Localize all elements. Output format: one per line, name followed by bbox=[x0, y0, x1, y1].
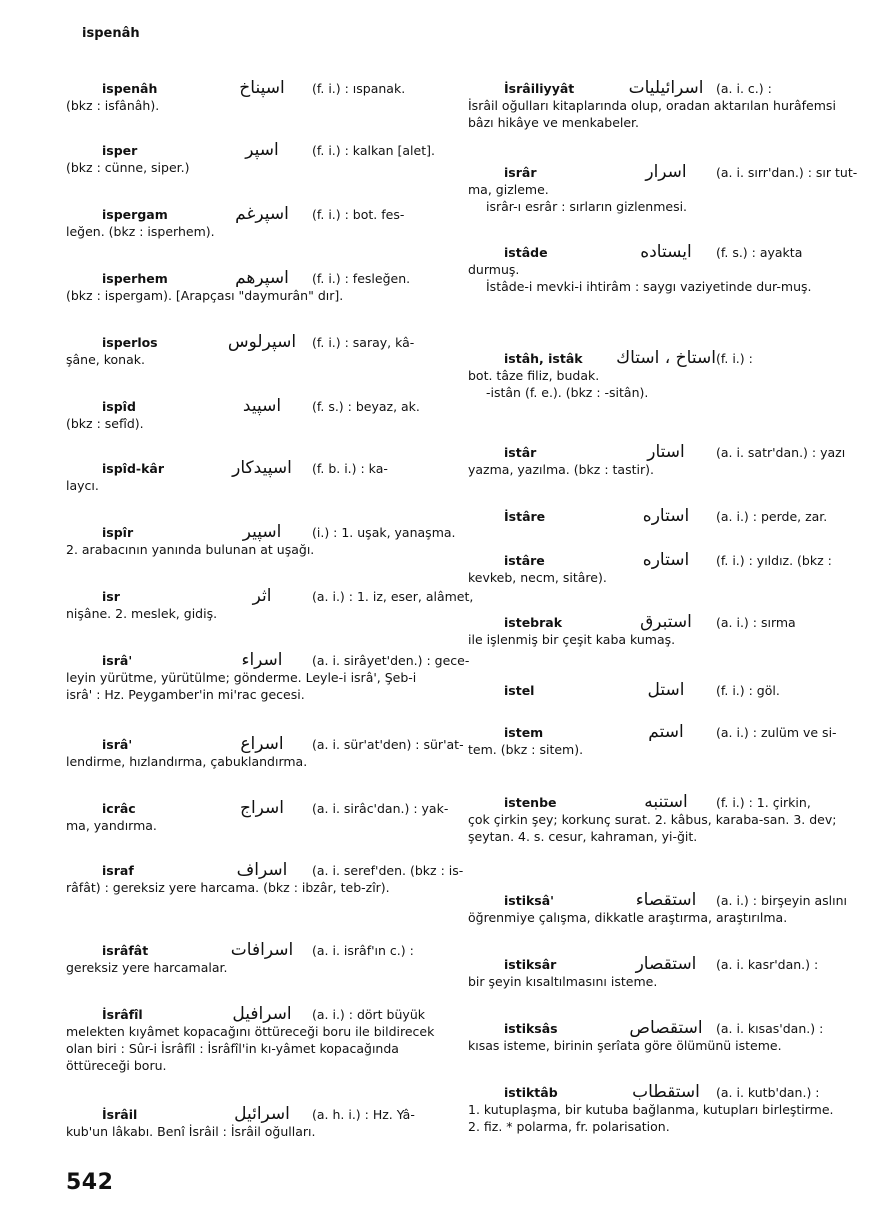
definition-continuation: şâne, konak. bbox=[66, 352, 145, 367]
definition-start: (a. i. kasr'dan.) : bbox=[716, 957, 819, 972]
definition-continuation: öğrenmiye çalışma, dikkatle araştırma, araştırılma. bbox=[468, 910, 788, 925]
definition-start: (a. i.) : 1. iz, eser, alâmet, bbox=[312, 589, 474, 604]
entry-headline bbox=[66, 270, 442, 287]
headword: istiktâb bbox=[504, 1085, 558, 1100]
arabic-script: استاره bbox=[642, 506, 690, 526]
definition-continuation: (bkz : ispergam). [Arapçası "daymurân" dır]. bbox=[66, 288, 344, 303]
definition-start: (f. i.) : göl. bbox=[716, 683, 780, 698]
definition-continuation: kısas isteme, birinin şerîata göre ölümünü isteme. bbox=[468, 1038, 782, 1053]
entry-headline bbox=[66, 734, 464, 754]
entry-headline bbox=[468, 552, 844, 569]
arabic-script: استبرق bbox=[640, 612, 692, 632]
arabic-script: اسپيدكار bbox=[232, 458, 292, 478]
definition-continuation: ma, yandırma. bbox=[66, 818, 157, 833]
headword: istebrak bbox=[504, 615, 563, 630]
headword: isperhem bbox=[102, 271, 168, 286]
dictionary-entry bbox=[468, 890, 847, 926]
dictionary-entry bbox=[66, 586, 474, 622]
definition-continuation: kevkeb, necm, sitâre). bbox=[468, 570, 607, 585]
dictionary-entry bbox=[468, 724, 844, 758]
definition-continuation: bir şeyin kısaltılmasını isteme. bbox=[468, 974, 658, 989]
arabic-script: استقصاء bbox=[635, 890, 697, 910]
sub-entry: isrâr-ı esrâr : sırların gizlenmesi. bbox=[486, 199, 688, 214]
dictionary-entry bbox=[66, 1106, 442, 1140]
arabic-script: استاخ ، استاك bbox=[616, 348, 716, 368]
dictionary-entry bbox=[468, 794, 844, 845]
arabic-script: اسرائيليات bbox=[628, 78, 704, 98]
headword: istiksâs bbox=[504, 1021, 558, 1036]
arabic-script: اسپيد bbox=[242, 396, 282, 416]
definition-start: (f. s.) : ayakta bbox=[716, 245, 803, 260]
headword: istem bbox=[504, 725, 544, 740]
definition-continuation: gereksiz yere harcamalar. bbox=[66, 960, 228, 975]
definition-continuation: 2. arabacının yanında bulunan at uşağı. bbox=[66, 542, 315, 557]
entry-headline bbox=[66, 80, 442, 97]
entry-headline bbox=[66, 334, 442, 351]
entry-headline bbox=[66, 142, 442, 159]
dictionary-entry bbox=[468, 508, 844, 525]
definition-continuation: laycı. bbox=[66, 478, 99, 493]
headword: istiksâr bbox=[504, 957, 557, 972]
arabic-script: اسراف bbox=[236, 860, 288, 880]
dictionary-entry bbox=[468, 162, 858, 215]
entry-headline bbox=[468, 244, 844, 261]
headword: ispîd-kâr bbox=[102, 461, 165, 476]
dictionary-entry bbox=[66, 270, 442, 304]
headword: İstâre bbox=[504, 509, 546, 524]
headword: İsrâfîl bbox=[102, 1007, 143, 1022]
dictionary-entry bbox=[468, 350, 844, 401]
definition-continuation: râfât) : gereksiz yere harcama. (bkz : ibzâr, teb-zîr). bbox=[66, 880, 390, 895]
definition-start: (a. i.) : perde, zar. bbox=[716, 509, 828, 524]
headword: isr bbox=[102, 589, 120, 604]
definition-start: (a. i.) : sırma bbox=[716, 615, 796, 630]
sub-entry: -istân (f. e.). (bkz : -sitân). bbox=[486, 385, 649, 400]
entry-headline bbox=[468, 162, 858, 182]
definition-start: (a. i.) : zulüm ve si- bbox=[716, 725, 837, 740]
definition-start: (a. i. kısas'dan.) : bbox=[716, 1021, 824, 1036]
definition-start: (a. i. c.) : bbox=[716, 81, 772, 96]
definition-start: (a. i. sirâc'dan.) : yak- bbox=[312, 801, 449, 816]
definition-continuation: (bkz : cünne, siper.) bbox=[66, 160, 190, 175]
running-head: ispenâh bbox=[82, 26, 140, 41]
definition-continuation: lendirme, hızlandırma, çabuklandırma. bbox=[66, 754, 308, 769]
entry-headline bbox=[66, 522, 456, 542]
headword: isperlos bbox=[102, 335, 158, 350]
entry-headline bbox=[468, 444, 844, 461]
dictionary-entry bbox=[468, 244, 844, 295]
entry-headline bbox=[66, 860, 464, 880]
dictionary-entry bbox=[66, 650, 470, 703]
definition-start: (a. i. satr'dan.) : yazı bbox=[716, 445, 846, 460]
definition-start: (f. s.) : beyaz, ak. bbox=[312, 399, 420, 414]
headword: istâde bbox=[504, 245, 548, 260]
arabic-script: استقصار bbox=[635, 954, 697, 974]
definition-start: (f. i.) : saray, kâ- bbox=[312, 335, 415, 350]
headword: istel bbox=[504, 683, 535, 698]
dictionary-entry bbox=[66, 798, 449, 834]
entry-headline bbox=[66, 650, 470, 670]
dictionary-entry bbox=[468, 614, 844, 648]
arabic-script: اسپير bbox=[242, 522, 282, 542]
definition-continuation: leğen. (bkz : isperhem). bbox=[66, 224, 215, 239]
dictionary-entry bbox=[66, 460, 442, 494]
headword: istâre bbox=[504, 553, 545, 568]
dictionary-entry bbox=[66, 860, 464, 896]
arabic-script: استقصاص bbox=[629, 1018, 703, 1038]
entry-headline bbox=[66, 206, 442, 223]
entry-headline bbox=[468, 1084, 844, 1101]
headword: istiksâ' bbox=[504, 893, 554, 908]
definition-continuation: çok çirkin şey; korkunç surat. 2. kâbus, karaba-san. 3. dev; şeytan. 4. s. cesur, kahraman, yi-ğit. bbox=[468, 812, 837, 844]
dictionary-entry bbox=[468, 1084, 844, 1135]
entry-headline bbox=[66, 398, 442, 415]
definition-continuation: kub'un lâkabı. Benî İsrâil : İsrâil oğulları. bbox=[66, 1124, 316, 1139]
definition-start: (f. i.) : fesleğen. bbox=[312, 271, 411, 286]
entry-headline bbox=[468, 794, 844, 811]
definition-continuation: bot. tâze filiz, budak. bbox=[468, 368, 600, 383]
arabic-script: اسپرهم bbox=[235, 268, 289, 288]
definition-start: (f. i.) : 1. çirkin, bbox=[716, 795, 811, 810]
entry-headline bbox=[66, 942, 442, 959]
headword: israf bbox=[102, 863, 134, 878]
definition-start: (f. i.) : bot. fes- bbox=[312, 207, 405, 222]
entry-headline bbox=[66, 1006, 442, 1023]
entry-headline bbox=[66, 798, 449, 818]
headword: istâr bbox=[504, 445, 537, 460]
definition-start: (f. b. i.) : ka- bbox=[312, 461, 388, 476]
definition-start: (a. i. sür'at'den) : sür'at- bbox=[312, 737, 464, 752]
headword: ispîd bbox=[102, 399, 136, 414]
dictionary-entry bbox=[468, 1020, 844, 1054]
definition-start: (a. i. sırr'dan.) : sır tut- bbox=[716, 165, 858, 180]
arabic-script: استل bbox=[647, 680, 685, 700]
definition-continuation: (bkz : isfânâh). bbox=[66, 98, 160, 113]
headword: İsrâiliyyât bbox=[504, 81, 575, 96]
arabic-script: اسرار bbox=[645, 162, 687, 182]
definition-start: (a. i. seref'den. (bkz : is- bbox=[312, 863, 464, 878]
headword: ispîr bbox=[102, 525, 134, 540]
arabic-script: اسپرغم bbox=[235, 204, 289, 224]
arabic-script: اسرائيل bbox=[234, 1104, 290, 1124]
entry-headline bbox=[468, 890, 847, 910]
entry-headline bbox=[468, 508, 844, 525]
dictionary-entry bbox=[468, 956, 844, 990]
headword: ispenâh bbox=[102, 81, 158, 96]
dictionary-entry bbox=[66, 942, 442, 976]
entry-headline bbox=[468, 350, 844, 367]
arabic-script: اسپرلوس bbox=[227, 332, 297, 352]
definition-start: (f. i.) : kalkan [alet]. bbox=[312, 143, 435, 158]
definition-start: (a. i.) : dört büyük bbox=[312, 1007, 425, 1022]
definition-start: (a. i.) : birşeyin aslını bbox=[716, 893, 847, 908]
headword: İsrâil bbox=[102, 1107, 138, 1122]
arabic-script: اسرافيل bbox=[232, 1004, 292, 1024]
headword: istenbe bbox=[504, 795, 557, 810]
definition-start: (a. i. sirâyet'den.) : gece- bbox=[312, 653, 470, 668]
entry-headline bbox=[468, 682, 844, 699]
definition-continuation: ma, gizleme. bbox=[468, 182, 549, 197]
definition-continuation: yazma, yazılma. (bkz : tastir). bbox=[468, 462, 654, 477]
definition-continuation: tem. (bkz : sitem). bbox=[468, 742, 584, 757]
dictionary-entry bbox=[468, 682, 844, 699]
arabic-script: استم bbox=[648, 722, 684, 742]
dictionary-entry bbox=[66, 206, 442, 240]
definition-start: (a. i. kutb'dan.) : bbox=[716, 1085, 820, 1100]
arabic-script: استقطاب bbox=[632, 1082, 700, 1102]
arabic-script: اثر bbox=[252, 586, 272, 606]
dictionary-entry bbox=[66, 334, 442, 368]
entry-headline bbox=[468, 956, 844, 973]
definition-continuation: nişâne. 2. meslek, gidiş. bbox=[66, 606, 218, 621]
sub-entry: İstâde-i mevki-i ihtirâm : saygı vaziyetinde dur-muş. bbox=[486, 279, 812, 294]
entry-headline bbox=[468, 614, 844, 631]
headword: isrâfât bbox=[102, 943, 149, 958]
arabic-script: استار bbox=[647, 442, 685, 462]
definition-start: (a. i. isrâf'ın c.) : bbox=[312, 943, 414, 958]
arabic-script: اسراج bbox=[239, 798, 285, 818]
headword: ispergam bbox=[102, 207, 168, 222]
definition-start: (a. h. i.) : Hz. Yâ- bbox=[312, 1107, 415, 1122]
entry-headline bbox=[468, 724, 844, 741]
dictionary-entry bbox=[66, 80, 442, 114]
definition-continuation: İsrâil oğulları kitaplarında olup, oradan aktarılan hurâfemsi bâzı hikâye ve menkabeler. bbox=[468, 98, 836, 130]
page-number: 542 bbox=[66, 1170, 114, 1195]
definition-start: (f. i.) : ıspanak. bbox=[312, 81, 406, 96]
definition-continuation: (bkz : sefîd). bbox=[66, 416, 144, 431]
arabic-script: اسپناخ bbox=[239, 78, 285, 98]
entry-headline bbox=[66, 460, 442, 477]
definition-continuation: durmuş. bbox=[468, 262, 520, 277]
headword: isrâr bbox=[504, 165, 537, 180]
arabic-script: اسرافات bbox=[230, 940, 294, 960]
headword: icrâc bbox=[102, 801, 136, 816]
arabic-script: اسراء bbox=[241, 650, 283, 670]
dictionary-entry bbox=[66, 734, 464, 770]
arabic-script: ايستاده bbox=[640, 242, 692, 262]
definition-start: (i.) : 1. uşak, yanaşma. bbox=[312, 525, 456, 540]
dictionary-entry bbox=[66, 398, 442, 432]
entry-headline bbox=[468, 80, 844, 97]
definition-continuation: melekten kıyâmet kopacağını öttüreceği boru ile bildirecek olan biri : Sûr-i İsrâfîl : İsrâfîl'in kı-yâmet kopacağında öttüreceği boru. bbox=[66, 1024, 435, 1073]
dictionary-entry bbox=[66, 1006, 442, 1074]
arabic-script: اسپر bbox=[245, 140, 279, 160]
dictionary-entry bbox=[468, 552, 844, 586]
definition-continuation: leyin yürütme, yürütülme; gönderme. Leyle-i isrâ', Şeb-i isrâ' : Hz. Peygamber'in mi'rac gecesi. bbox=[66, 670, 417, 702]
definition-start: (f. i.) : yıldız. (bkz : bbox=[716, 553, 832, 568]
dictionary-entry bbox=[468, 444, 844, 478]
entry-headline bbox=[66, 1106, 442, 1123]
definition-continuation: 1. kutuplaşma, bir kutuba bağlanma, kutupları birleştirme. 2. fiz. * polarma, fr. polarisation. bbox=[468, 1102, 834, 1134]
dictionary-entry bbox=[468, 80, 844, 131]
arabic-script: استاره bbox=[642, 550, 690, 570]
headword: isrâ' bbox=[102, 653, 133, 668]
dictionary-entry bbox=[66, 522, 456, 558]
dictionary-entry bbox=[66, 142, 442, 176]
headword: isrâ' bbox=[102, 737, 133, 752]
entry-headline bbox=[66, 586, 474, 606]
entry-headline bbox=[468, 1020, 844, 1037]
definition-continuation: ile işlenmiş bir çeşit kaba kumaş. bbox=[468, 632, 676, 647]
headword: istâh, istâk bbox=[504, 351, 583, 366]
headword: isper bbox=[102, 143, 138, 158]
definition-start: (f. i.) : bbox=[716, 351, 753, 366]
arabic-script: اسراع bbox=[240, 734, 284, 754]
arabic-script: استنبه bbox=[644, 792, 688, 812]
